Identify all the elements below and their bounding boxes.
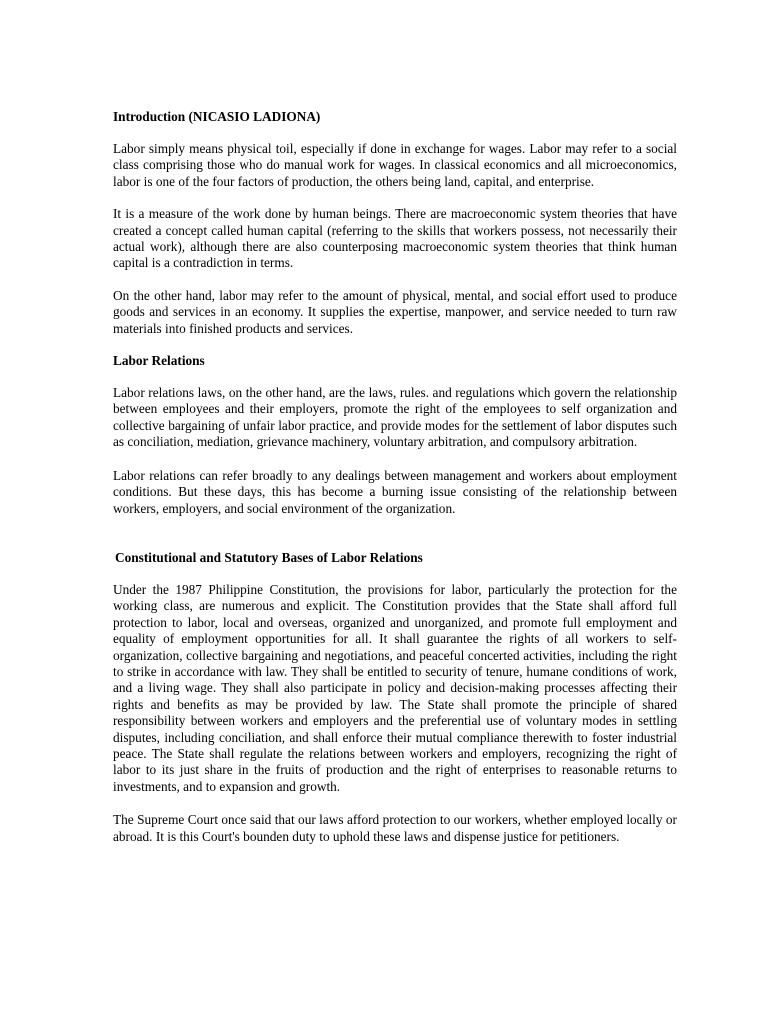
- paragraph: It is a measure of the work done by human beings. There are macroeconomic system theories that have created a concept called human capital (referring to the skills that workers possess, not necessarily their actual work), although there are also counterposing macroeconomic system theories that think human capital is a contradiction in terms.: [113, 206, 677, 271]
- section-heading-constitutional-bases: Constitutional and Statutory Bases of Labor Relations: [115, 549, 423, 565]
- paragraph: The Supreme Court once said that our laws afford protection to our workers, whether employed locally or abroad. It is this Court's bounden duty to uphold these laws and dispense justice for petitioners.: [113, 812, 677, 844]
- paragraph: Under the 1987 Philippine Constitution, the provisions for labor, particularly the protection for the working class, are numerous and explicit. The Constitution provides that the State shall afford full protection to labor, local and overseas, organized and unorganized, and promote full employment and equality of employment opportunities for all. It shall guarantee the rights of all workers to self-organization, collective bargaining and negotiations, and peaceful concerted activities, including the right to strike in accordance with law. They shall be entitled to security of tenure, humane conditions of work, and a living wage. They shall also participate in policy and decision-making processes affecting their rights and benefits as may be provided by law. The State shall promote the principle of shared responsibility between workers and employers and the preferential use of voluntary modes in settling disputes, including conciliation, and shall enforce their mutual compliance therewith to foster industrial peace. The State shall regulate the relations between workers and employers, recognizing the right of labor to its just share in the fruits of production and the right of enterprises to reasonable returns to investments, and to expansion and growth.: [113, 581, 677, 794]
- document-page: [113, 108, 677, 845]
- section-heading-introduction: Introduction (NICASIO LADIONA): [113, 109, 321, 124]
- paragraph: Labor relations can refer broadly to any dealings between management and workers about employment conditions. But these days, this has become a burning issue consisting of the relationship between workers, employers, and social environment of the organization.: [113, 467, 677, 516]
- paragraph: On the other hand, labor may refer to the amount of physical, mental, and social effort used to produce goods and services in an economy. It supplies the expertise, manpower, and service needed to turn raw materials into finished products and services.: [113, 287, 677, 336]
- paragraph: Labor relations laws, on the other hand, are the laws, rules. and regulations which govern the relationship between employees and their employers, promote the right of the employees to self organization and collective bargaining of unfair labor practice, and provide modes for the settlement of labor disputes such as conciliation, mediation, grievance machinery, voluntary arbitration, and compulsory arbitration.: [113, 385, 677, 450]
- section-heading-labor-relations: Labor Relations: [113, 353, 205, 369]
- paragraph: Labor simply means physical toil, especially if done in exchange for wages. Labor may refer to a social class comprising those who do manual work for wages. In classical economics and all microeconomics, labor is one of the four factors of production, the others being land, capital, and enterprise.: [113, 141, 677, 189]
